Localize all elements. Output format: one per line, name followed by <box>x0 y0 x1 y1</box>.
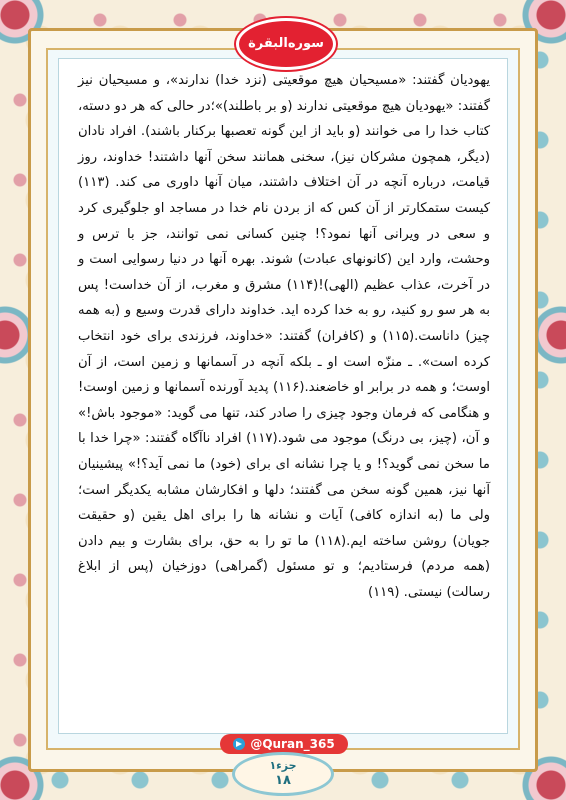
channel-badge[interactable] <box>220 734 348 754</box>
page-number: ۱۸ <box>275 773 291 788</box>
page-number-badge <box>232 752 334 796</box>
channel-handle: @Quran_365 <box>250 737 335 751</box>
telegram-icon <box>233 738 245 750</box>
juz-label: جزء۱ <box>269 759 297 772</box>
surah-title-badge: سوره‌البقرة <box>236 18 336 70</box>
translation-text: یهودیان گفتند: «مسیحیان هیچ موقعیتی (نزد خدا) ندارند»، و مسیحیان نیز گفتند: «یهودیان هیچ موقعیتی ندارند (و بر باطلند)»؛در حالی که هر دو دسته، کتاب خدا را می خوانند (و باید از این گونه تعصبها برکنار باشند). افراد نادان (دیگر، همچون مشرکان نیز)، سخنی همانند سخن آنها داشتند! خداوند، روز قیامت، درباره آنچه در آن اختلاف داشتند، میان آنها داوری می کند. (۱۱۳) کیست ستمکارتر از آن کس که از بردن نام خدا در مساجد او جلوگیری کرد و سعی در ویرانی آنها نمود؟! چنین کسانی نمی توانند، جز با ترس و وحشت، وارد این (کانونهای عبادت) شوند. بهره آنها در دنیا رسوایی است و در آخرت، عذاب عظیم (الهی)!(۱۱۴) مشرق و مغرب، از آن خداست! پس به هر سو رو کنید، رو به خدا کرده اید. خداوند دارای قدرت وسیع و (به همه چیز) داناست.(۱۱۵) و (کافران) گفتند: «خداوند، فرزندی برای خود انتخاب کرده است». ـ منزّه است او ـ بلکه آنچه در آسمانها و زمین است، از آن اوست؛ و همه در برابر او خاضعند.(۱۱۶) پدید آورنده آسمانها و زمین اوست! و هنگامی که فرمان وجود چیزی را صادر کند، تنها می گوید: «موجود باش!» و آن، (چیز، بی درنگ) موجود می شود.(۱۱۷) افراد ناآگاه گفتند: «چرا خدا با ما سخن نمی گوید؟! و یا چرا نشانه ای برای (خود) ما نمی آید؟!» پیشینیان آنها نیز، همین گونه سخن می گفتند؛ دلها و افکارشان مشابه یکدیگر است؛ ولی ما (به اندازه کافی) آیات و نشانه ها را برای اهل یقین (و حقیقت جویان) روشن ساخته ایم.(۱۱۸) ما تو را به حق، برای بشارت و بیم دادن (همه مردم) فرستادیم؛ و تو مسئول (گمراهی) دوزخیان (پس از ابلاغ رسالت) نیستی. (۱۱۹) <box>78 73 490 600</box>
